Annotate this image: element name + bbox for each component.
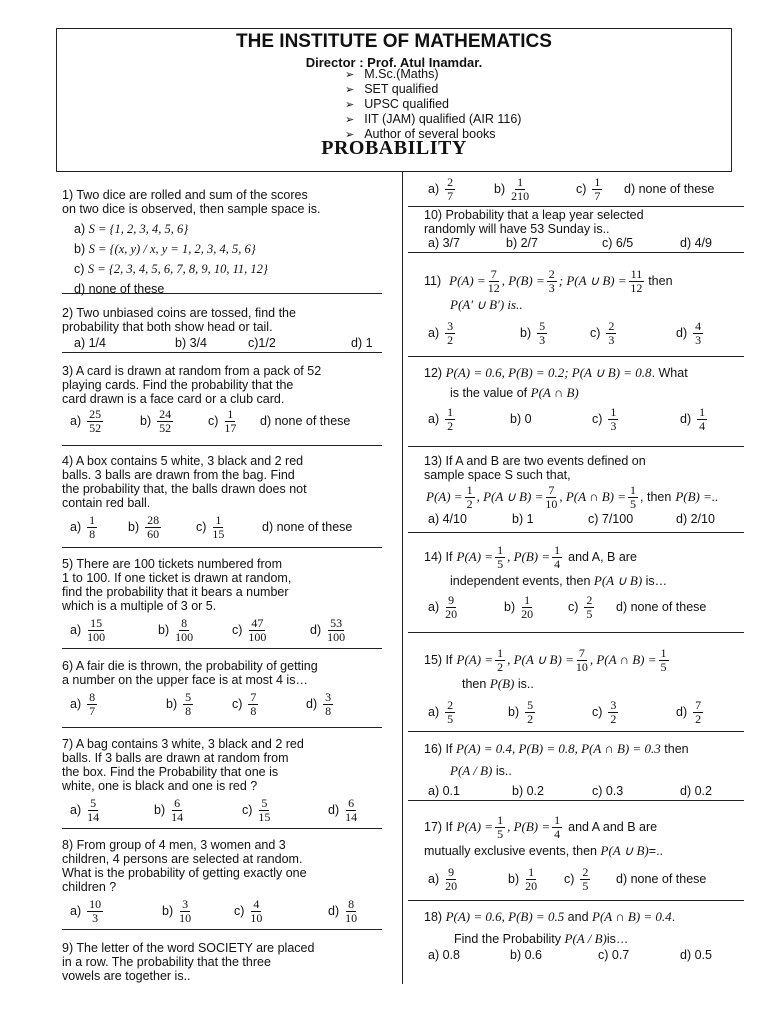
option-d: d) 0.5	[680, 948, 712, 962]
option-c: c) 1 15	[196, 512, 225, 541]
separator	[408, 800, 744, 801]
option-a: a) 15 100	[70, 615, 106, 644]
option-a: a) 9 20	[428, 592, 458, 621]
option-d: d) 3 8	[306, 689, 332, 718]
option-b: b) 0.2	[512, 784, 544, 798]
question-6	[62, 659, 392, 719]
credential-item: ➢ UPSC qualified	[345, 97, 521, 112]
question-4	[62, 454, 392, 542]
option-c: c) 2 5	[568, 592, 593, 621]
option-a: a) 4/10	[428, 512, 467, 526]
option-d: d) none of these	[262, 520, 353, 534]
question-5	[62, 557, 392, 645]
question-text: 10) Probability that a leap year selected randomly will have 53 Sunday is..	[424, 208, 644, 236]
question-12: 12) P(A) = 0.6, P(B) = 0.2; P(A ∪ B) = 0.8. What is the value of P(A ∩ B) a) 1 2 b) 0 c) 1 3 d) 1 4	[424, 365, 706, 433]
credentials-list	[345, 67, 521, 142]
question-1	[62, 188, 392, 299]
option-b: b) 0	[510, 412, 532, 426]
option-c: c) 7/100	[588, 512, 634, 526]
option-c: c) 0.7	[598, 948, 630, 962]
option-d: d) 0.2	[680, 784, 712, 798]
option-b: b) 1 20	[504, 592, 534, 621]
question-9-options	[428, 174, 748, 204]
separator	[62, 352, 382, 353]
option-d: d) 2/10	[676, 512, 715, 526]
question-10	[424, 208, 744, 250]
question-text: 9) The letter of the word SOCIETY are placed in a row. The probability that the three vowels are together is..	[62, 941, 315, 983]
option-a: a) 1/4	[74, 336, 106, 350]
question-text: 5) There are 100 tickets numbered from 1 to 100. If one ticket is drawn at random, find the probability that it bears a number which is a multiple of 3 or 5.	[62, 557, 292, 613]
subject-title: PROBABILITY	[321, 137, 467, 159]
option-b: b) 8 100	[158, 615, 194, 644]
option-c: S = {2, 3, 4, 5, 6, 7, 8, 9, 10, 11, 12}	[87, 262, 268, 276]
option-c: c)1/2	[248, 336, 276, 350]
option-b: b) 2/7	[506, 236, 538, 250]
option-c: c) 3 2	[592, 697, 617, 726]
question-text: 6) A fair die is thrown, the probability of getting a number on the upper face is at most 4 is…	[62, 659, 318, 687]
option-a-label: a)	[74, 222, 86, 236]
credential-item: ➢ M.Sc.(Maths)	[345, 67, 521, 82]
separator	[62, 828, 382, 829]
separator	[408, 356, 744, 357]
option-c: c) 1 17	[208, 406, 237, 435]
option-a: a) 25 52	[70, 406, 102, 435]
director-line: Director : Prof. Atul Inamdar.	[305, 55, 483, 70]
option-c: c) 2 3	[590, 318, 615, 347]
separator	[62, 445, 382, 446]
option-b: S = {(x, y) / x, y = 1, 2, 3, 4, 5, 6}	[88, 242, 256, 256]
option-c: c) 6/5	[602, 236, 634, 250]
separator	[408, 532, 744, 533]
question-text: 7) A bag contains 3 white, 3 black and 2 red balls. If 3 balls are drawn at random from the box. Find the Probability that one is white, one is black and one is red ?	[62, 737, 304, 793]
option-b: b) 1 210	[494, 174, 530, 203]
option-b: b) 1	[512, 512, 534, 526]
option-c: c) 7 8	[232, 689, 257, 718]
option-a: a) 1 8	[70, 512, 96, 541]
institute-title: THE INSTITUTE OF MATHEMATICS	[236, 31, 552, 52]
separator	[408, 446, 744, 447]
option-b: b) 3 10	[162, 896, 192, 925]
option-c-label: c)	[74, 262, 85, 276]
option-c: c) 5 15	[242, 795, 271, 824]
separator	[62, 648, 382, 649]
question-8	[62, 838, 392, 926]
separator	[62, 929, 382, 930]
question-text: 8) From group of 4 men, 3 women and 3 children, 4 persons are selected at random. What is the probability of getting exactly one children ?	[62, 838, 307, 894]
question-text: P(A′ ∪ B′) is..	[450, 297, 523, 312]
option-c: c) 4 10	[234, 896, 263, 925]
question-11: 11) P(A) = $\frac{7}{12}$ , P(B) = $\frac{2}{3}$ ; P(A ∪ B) = $\frac{11}{12}$ then P(A′ ∪ B′) is.. a) 3 2 b) 5 3 c) 2 3 d) 4 3	[424, 266, 702, 347]
column-divider	[402, 172, 403, 984]
option-d: d) none of these	[260, 414, 351, 428]
question-text: 2) Two unbiased coins are tossed, find the probability that both show head or tail.	[62, 306, 296, 334]
option-b: b) 3/4	[175, 336, 207, 350]
option-b: b) 0.6	[510, 948, 542, 962]
question-text: 1) Two dice are rolled and sum of the scores on two dice is observed, then sample space is.	[62, 188, 321, 216]
question-7	[62, 737, 392, 825]
option-b: b) 24 52	[140, 406, 172, 435]
option-d: d) none of these	[616, 872, 707, 886]
option-a: a) 10 3	[70, 896, 102, 925]
option-a: S = {1, 2, 3, 4, 5, 6}	[88, 222, 189, 236]
option-d: d) 7 2	[676, 697, 702, 726]
option-b: b) 28 60	[128, 512, 160, 541]
question-text: 3) A card is drawn at random from a pack of 52 playing cards. Find the probability that the card drawn is a face card or a club card.	[62, 364, 322, 406]
question-9	[62, 941, 392, 983]
question-16: 16) If P(A) = 0.4, P(B) = 0.8, P(A ∩ B) = 0.3 then P(A / B) is.. a) 0.1 b) 0.2 c) 0.3 d) 0.2	[424, 741, 712, 798]
option-c: c) 0.3	[592, 784, 624, 798]
separator	[408, 731, 744, 732]
option-a: a) 3/7	[428, 236, 460, 250]
option-c: c) 1 3	[592, 404, 617, 433]
separator	[408, 206, 744, 207]
option-a: a) 8 7	[70, 689, 96, 718]
option-a: a) 2 5	[428, 697, 454, 726]
credential-item: ➢ Author of several books	[345, 127, 521, 142]
option-d: d) none of these	[624, 182, 715, 196]
option-c: c) 2 5	[564, 864, 589, 893]
question-15: 15) If P(A) = $\frac{1}{2}$ , P(A ∪ B) = $\frac{7}{10}$ , P(A ∩ B) = $\frac{1}{5}$ then P(B) is.. a) 2 5 b) 5 2 c) 3 2 d) 7 2	[424, 645, 702, 726]
question-18: 18) P(A) = 0.6, P(B) = 0.5 and P(A ∩ B) = 0.4. Find the Probability P(A / B)is… a) 0.8 b) 0.6 c) 0.7 d) 0.5	[424, 909, 712, 962]
question-14: 14) If P(A) = $\frac{1}{5}$ , P(B) = $\frac{1}{4}$ and A, B are independent events, then P(A ∪ B) is… a) 9 20 b) 1 20 c) 2 5 d) none of these	[424, 542, 707, 621]
separator	[408, 252, 744, 253]
option-b-label: b)	[74, 242, 86, 256]
separator	[62, 727, 382, 728]
option-a: a) 1 2	[428, 404, 454, 433]
option-a: a) 2 7	[428, 174, 454, 203]
option-c: c) 47 100	[232, 615, 267, 644]
separator	[62, 547, 382, 548]
question-text: 4) A box contains 5 white, 3 black and 2 red balls. 3 balls are drawn from the bag. Find the probability that, the balls drawn does not contain red ball.	[62, 454, 307, 510]
option-d: d) 53 100	[310, 615, 346, 644]
credential-item: ➢ SET qualified	[345, 82, 521, 97]
option-b: b) 5 3	[520, 318, 546, 347]
option-a: a) 9 20	[428, 864, 458, 893]
option-d: d) 4/9	[680, 236, 712, 250]
header-box	[56, 28, 732, 172]
option-a: a) 5 14	[70, 795, 100, 824]
option-a: a) 0.1	[428, 784, 460, 798]
option-a: a) 0.8	[428, 948, 460, 962]
question-17: 17) If P(A) = $\frac{1}{5}$ , P(B) = $\frac{1}{4}$ and A and B are mutually exclusive events, then P(A ∪ B)=.. a) 9 20 b) 1 20 c) 2 5 d) none of these	[424, 812, 707, 893]
option-b: b) 5 2	[508, 697, 534, 726]
separator	[408, 900, 744, 901]
option-b: b) 5 8	[166, 689, 192, 718]
option-a: a) 3 2	[428, 318, 454, 347]
credential-item: ➢ IIT (JAM) qualified (AIR 116)	[345, 112, 521, 127]
option-d: d) none of these	[74, 282, 165, 296]
question-2	[62, 306, 392, 350]
option-d: d) none of these	[616, 600, 707, 614]
separator	[408, 632, 744, 633]
option-b: b) 6 14	[154, 795, 184, 824]
option-d: d) 6 14	[328, 795, 358, 824]
question-3	[62, 364, 392, 436]
option-d: d) 1 4	[680, 404, 706, 433]
separator	[62, 293, 382, 294]
question-13: 13) If A and B are two events defined on sample space S such that, P(A) = $\frac{1}{2}$ , P(A ∪ B) = $\frac{7}{10}$ , P(A ∩ B) = $\frac{1}{5}$ , then P(B) =.. a) 4/10 b) 1 c) 7/100 d) 2/10	[424, 454, 754, 526]
option-d: d) 8 10	[328, 896, 358, 925]
option-b: b) 1 20	[508, 864, 538, 893]
option-c: c) 1 7	[576, 174, 601, 203]
question-text: 13) If A and B are two events defined on sample space S such that,	[424, 454, 646, 482]
option-d: d) 1	[351, 336, 373, 350]
option-d: d) 4 3	[676, 318, 702, 347]
